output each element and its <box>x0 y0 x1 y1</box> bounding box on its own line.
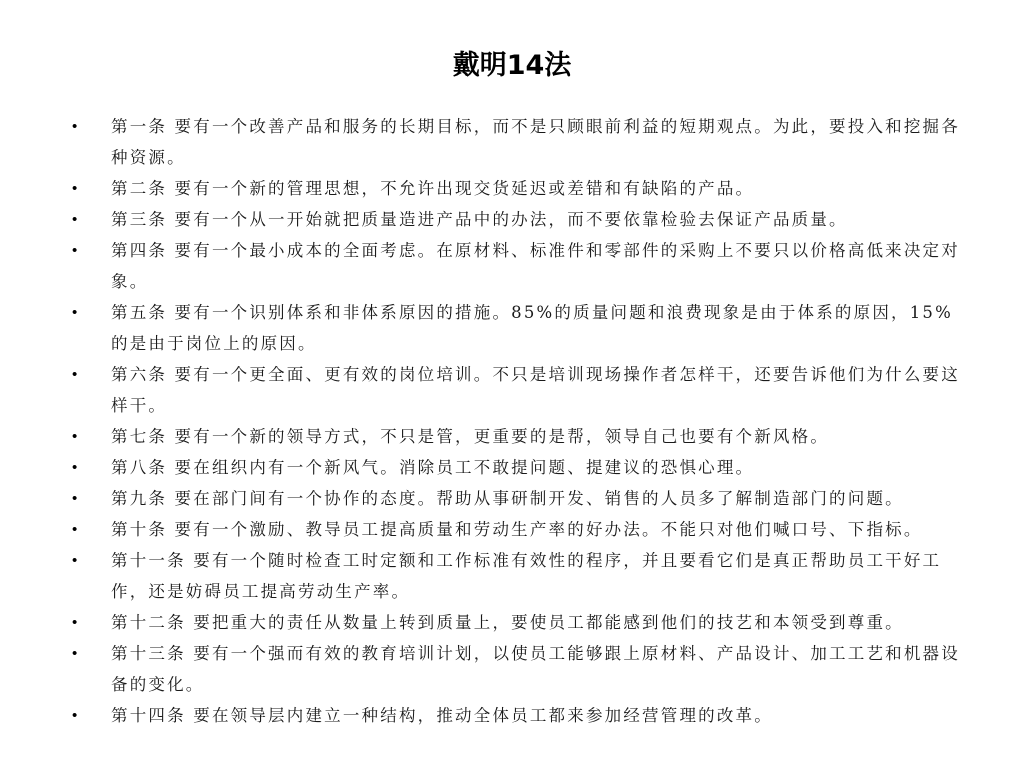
bullet-icon: • <box>72 211 80 228</box>
list-item-7 <box>0 421 1024 452</box>
list-item-text: 第七条 要有一个新的领导方式，不只是管，更重要的是帮，领导自己也要有个新风格。 <box>111 427 830 446</box>
list-item-text: 第九条 要在部门间有一个协作的态度。帮助从事研制开发、销售的人员多了解制造部门的问题。 <box>111 489 904 508</box>
bullet-icon: • <box>72 459 80 476</box>
bullet-icon: • <box>72 614 80 631</box>
bullet-icon: • <box>72 428 80 445</box>
list-item-1 <box>0 111 1024 173</box>
list-item-2 <box>0 173 1024 204</box>
list-item-text: 第八条 要在组织内有一个新风气。消除员工不敢提问题、提建议的恐惧心理。 <box>111 458 755 477</box>
list-item-text: 第十一条 要有一个随时检查工时定额和工作标准有效性的程序，并且要看它们是真正帮助员工干好工作，还是妨碍员工提高劳动生产率。 <box>111 551 942 601</box>
list-item-6 <box>0 359 1024 421</box>
bullet-icon: • <box>72 645 80 662</box>
list-item-text: 第十三条 要有一个强而有效的教育培训计划，以使员工能够跟上原材料、产品设计、加工工艺和机器设备的变化。 <box>111 644 960 694</box>
principles-list <box>0 111 1024 731</box>
list-item-5 <box>0 297 1024 359</box>
list-item-4 <box>0 235 1024 297</box>
bullet-icon: • <box>72 552 80 569</box>
list-item-11 <box>0 545 1024 607</box>
list-item-12 <box>0 607 1024 638</box>
bullet-icon: • <box>72 180 80 197</box>
list-item-9 <box>0 483 1024 514</box>
list-item-text: 第三条 要有一个从一开始就把质量造进产品中的办法，而不要依靠检验去保证产品质量。 <box>111 210 848 229</box>
list-item-text: 第四条 要有一个最小成本的全面考虑。在原材料、标准件和零部件的采购上不要只以价格高低来决定对象。 <box>111 241 960 291</box>
list-item-8 <box>0 452 1024 483</box>
bullet-icon: • <box>72 118 80 135</box>
bullet-icon: • <box>72 304 80 321</box>
list-item-14 <box>0 700 1024 731</box>
list-item-text: 第一条 要有一个改善产品和服务的长期目标，而不是只顾眼前利益的短期观点。为此，要投入和挖掘各种资源。 <box>111 117 960 167</box>
slide-title: 戴明14法 <box>452 50 572 81</box>
bullet-icon: • <box>72 521 80 538</box>
list-item-text: 第二条 要有一个新的管理思想，不允许出现交货延迟或差错和有缺陷的产品。 <box>111 179 755 198</box>
list-item-text: 第十二条 要把重大的责任从数量上转到质量上，要使员工都能感到他们的技艺和本领受到尊重。 <box>111 613 904 632</box>
bullet-icon: • <box>72 490 80 507</box>
list-item-13 <box>0 638 1024 700</box>
bullet-icon: • <box>72 242 80 259</box>
bullet-icon: • <box>72 707 80 724</box>
list-item-text: 第六条 要有一个更全面、更有效的岗位培训。不只是培训现场操作者怎样干，还要告诉他们为什么要这样干。 <box>111 365 960 415</box>
list-item-10 <box>0 514 1024 545</box>
list-item-text: 第十四条 要在领导层内建立一种结构，推动全体员工都来参加经营管理的改革。 <box>111 706 773 725</box>
list-item-text: 第十条 要有一个激励、教导员工提高质量和劳动生产率的好办法。不能只对他们喊口号、下指标。 <box>111 520 923 539</box>
list-item-3 <box>0 204 1024 235</box>
bullet-icon: • <box>72 366 80 383</box>
list-item-text: 第五条 要有一个识别体系和非体系原因的措施。85%的质量问题和浪费现象是由于体系的原因，15%的是由于岗位上的原因。 <box>111 303 953 353</box>
